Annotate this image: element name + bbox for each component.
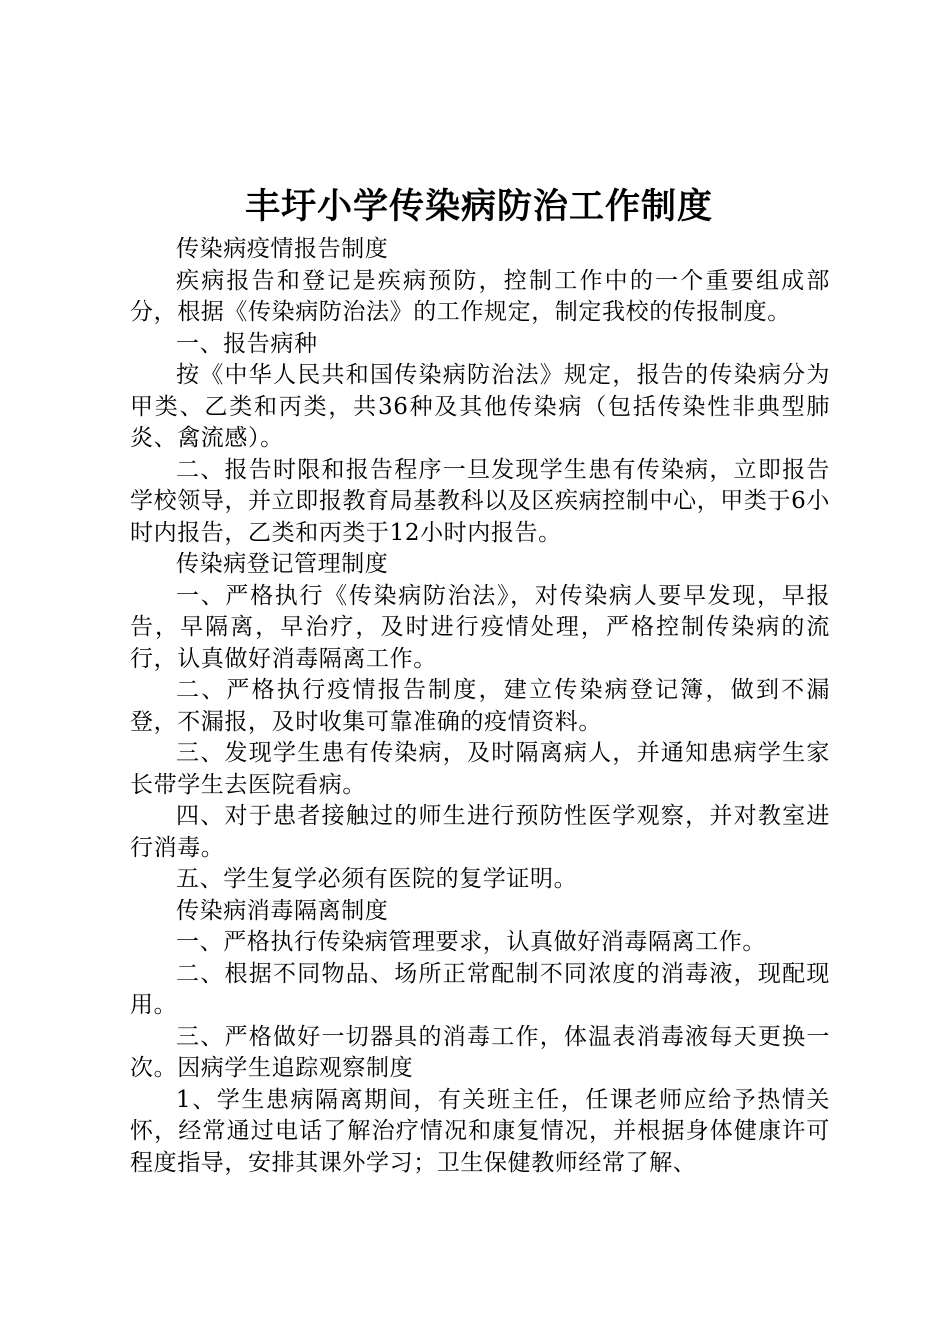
paragraph: 按《中华人民共和国传染病防治法》规定，报告的传染病分为甲类、乙类和丙类，共36种及其他传染病（包括传染性非典型肺炎、禽流感）。 [130, 362, 830, 451]
paragraph: 五、学生复学必须有医院的复学证明。 [176, 866, 578, 892]
document-body [130, 234, 830, 1179]
section-heading-registration: 传染病登记管理制度 [176, 551, 389, 577]
paragraph: 三、发现学生患有传染病，及时隔离病人，并通知患病学生家长带学生去医院看病。 [130, 740, 830, 798]
paragraph: 二、根据不同物品、场所正常配制不同浓度的消毒液，现配现用。 [130, 960, 830, 1018]
paragraph: 疾病报告和登记是疾病预防，控制工作中的一个重要组成部分，根据《传染病防治法》的工作规定，制定我校的传报制度。 [130, 267, 830, 325]
paragraph: 三、严格做好一切器具的消毒工作，体温表消毒液每天更换一次。因病学生追踪观察制度 [130, 1023, 830, 1081]
paragraph: 1、学生患病隔离期间，有关班主任，任课老师应给予热情关怀，经常通过电话了解治疗情况和康复情况，并根据身体健康许可程度指导，安排其课外学习；卫生保健教师经常了解、 [130, 1086, 830, 1176]
section-heading-disinfection: 传染病消毒隔离制度 [176, 897, 389, 924]
paragraph: 一、严格执行传染病管理要求，认真做好消毒隔离工作。 [176, 929, 766, 955]
paragraph: 二、报告时限和报告程序一旦发现学生患有传染病，立即报告学校领导，并立即报教育局基教科以及区疾病控制中心，甲类于6小时内报告，乙类和丙类于12小时内报告。 [130, 456, 830, 546]
paragraph: 一、严格执行《传染病防治法》，对传染病人要早发现，早报告，早隔离，早治疗，及时进行疫情处理，严格控制传染病的流行，认真做好消毒隔离工作。 [130, 582, 830, 672]
section-heading-report: 传染病疫情报告制度 [176, 236, 389, 262]
paragraph: 二、严格执行疫情报告制度，建立传染病登记簿，做到不漏登，不漏报，及时收集可靠准确的疫情资料。 [130, 677, 830, 735]
paragraph: 四、对于患者接触过的师生进行预防性医学观察，并对教室进行消毒。 [130, 803, 830, 861]
document-title: 丰圩小学传染病防治工作制度 [244, 186, 713, 227]
paragraph: 一、报告病种 [176, 330, 318, 357]
